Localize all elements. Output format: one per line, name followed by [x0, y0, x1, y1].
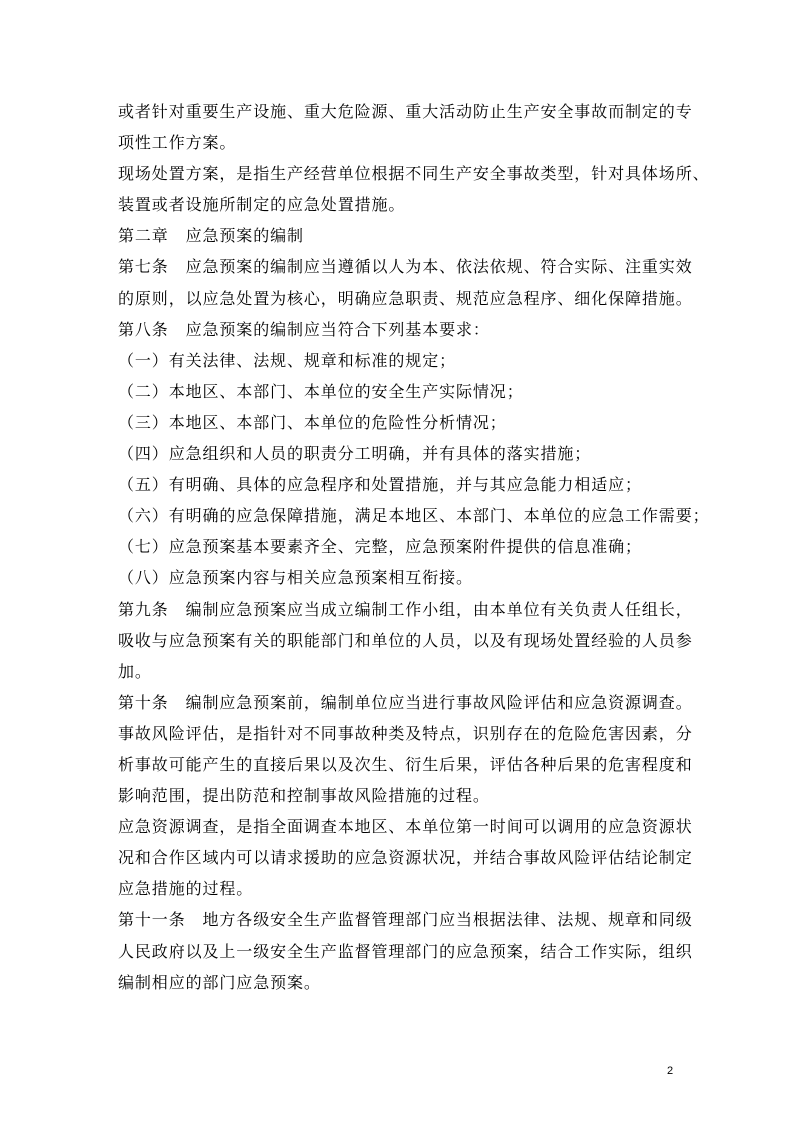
paragraph [118, 96, 698, 158]
page-number: 2 [667, 1065, 674, 1077]
paragraph [118, 220, 698, 251]
text-line: 吸收与应急预案有关的职能部门和单位的人员，以及有现场处置经验的人员参 [118, 630, 693, 650]
paragraph [118, 500, 710, 531]
paragraph [118, 314, 698, 345]
text-line: （七）应急预案基本要素齐全、完整，应急预案附件提供的信息准确； [118, 537, 642, 557]
text-line: （四）应急组织和人员的职责分工明确，并有具体的落实措施； [118, 444, 592, 464]
paragraph [118, 687, 698, 718]
text-line: 影响范围，提出防范和控制事故风险措施的过程。 [118, 786, 490, 806]
text-line: 第十一条 地方各级安全生产监督管理部门应当根据法律、法规、规章和同级 [118, 910, 693, 930]
text-line: （八）应急预案内容与相关应急预案相互衔接。 [118, 568, 473, 588]
text-line: （六）有明确的应急保障措施，满足本地区、本部门、本单位的应急工作需要； [118, 506, 710, 526]
text-line: （一）有关法律、法规、规章和标准的规定； [118, 350, 457, 370]
text-line: 项性工作方案。 [118, 133, 237, 153]
paragraph [118, 251, 698, 313]
text-line: 第十条 编制应急预案前，编制单位应当进行事故风险评估和应急资源调查。 [118, 692, 693, 712]
text-line: 第九条 编制应急预案应当成立编制工作小组，由本单位有关负责人任组长， [118, 599, 693, 619]
text-line: 现场处置方案，是指生产经营单位根据不同生产安全事故类型，针对具体场所、 [118, 164, 710, 184]
text-line: 加。 [118, 661, 152, 681]
text-line: 第二章 应急预案的编制 [118, 226, 304, 246]
text-line: （二）本地区、本部门、本单位的安全生产实际情况； [118, 381, 524, 401]
paragraph [118, 376, 698, 407]
paragraph [118, 531, 698, 562]
text-line: 况和合作区域内可以请求援助的应急资源状况，并结合事故风险评估结论制定 [118, 848, 693, 868]
paragraph [118, 904, 698, 997]
paragraph [118, 562, 698, 593]
text-line: 事故风险评估，是指针对不同事故种类及特点，识别存在的危险危害因素，分 [118, 723, 693, 743]
text-line: 析事故可能产生的直接后果以及次生、衍生后果，评估各种后果的危害程度和 [118, 754, 693, 774]
text-line: 装置或者设施所制定的应急处置措施。 [118, 195, 406, 215]
paragraph [118, 345, 698, 376]
text-line: 第八条 应急预案的编制应当符合下列基本要求： [118, 319, 490, 339]
paragraph [118, 718, 698, 811]
text-line: 应急资源调查，是指全面调查本地区、本单位第一时间可以调用的应急资源状 [118, 817, 693, 837]
paragraph [118, 594, 698, 687]
paragraph [118, 438, 698, 469]
text-line: 第七条 应急预案的编制应当遵循以人为本、依法依规、符合实际、注重实效 [118, 257, 693, 277]
text-line: 的原则，以应急处置为核心，明确应急职责、规范应急程序、细化保障措施。 [118, 288, 693, 308]
text-line: （五）有明确、具体的应急程序和处置措施，并与其应急能力相适应； [118, 475, 642, 495]
paragraph [118, 158, 710, 220]
text-line: 编制相应的部门应急预案。 [118, 972, 321, 992]
paragraph [118, 407, 698, 438]
paragraph [118, 811, 698, 904]
text-line: （三）本地区、本部门、本单位的危险性分析情况； [118, 412, 507, 432]
text-line: 或者针对重要生产设施、重大危险源、重大活动防止生产安全事故而制定的专 [118, 102, 693, 121]
paragraph [118, 469, 698, 500]
text-line: 人民政府以及上一级安全生产监督管理部门的应急预案，结合工作实际，组织 [118, 941, 693, 961]
text-line: 应急措施的过程。 [118, 879, 254, 899]
document-body [118, 96, 710, 998]
